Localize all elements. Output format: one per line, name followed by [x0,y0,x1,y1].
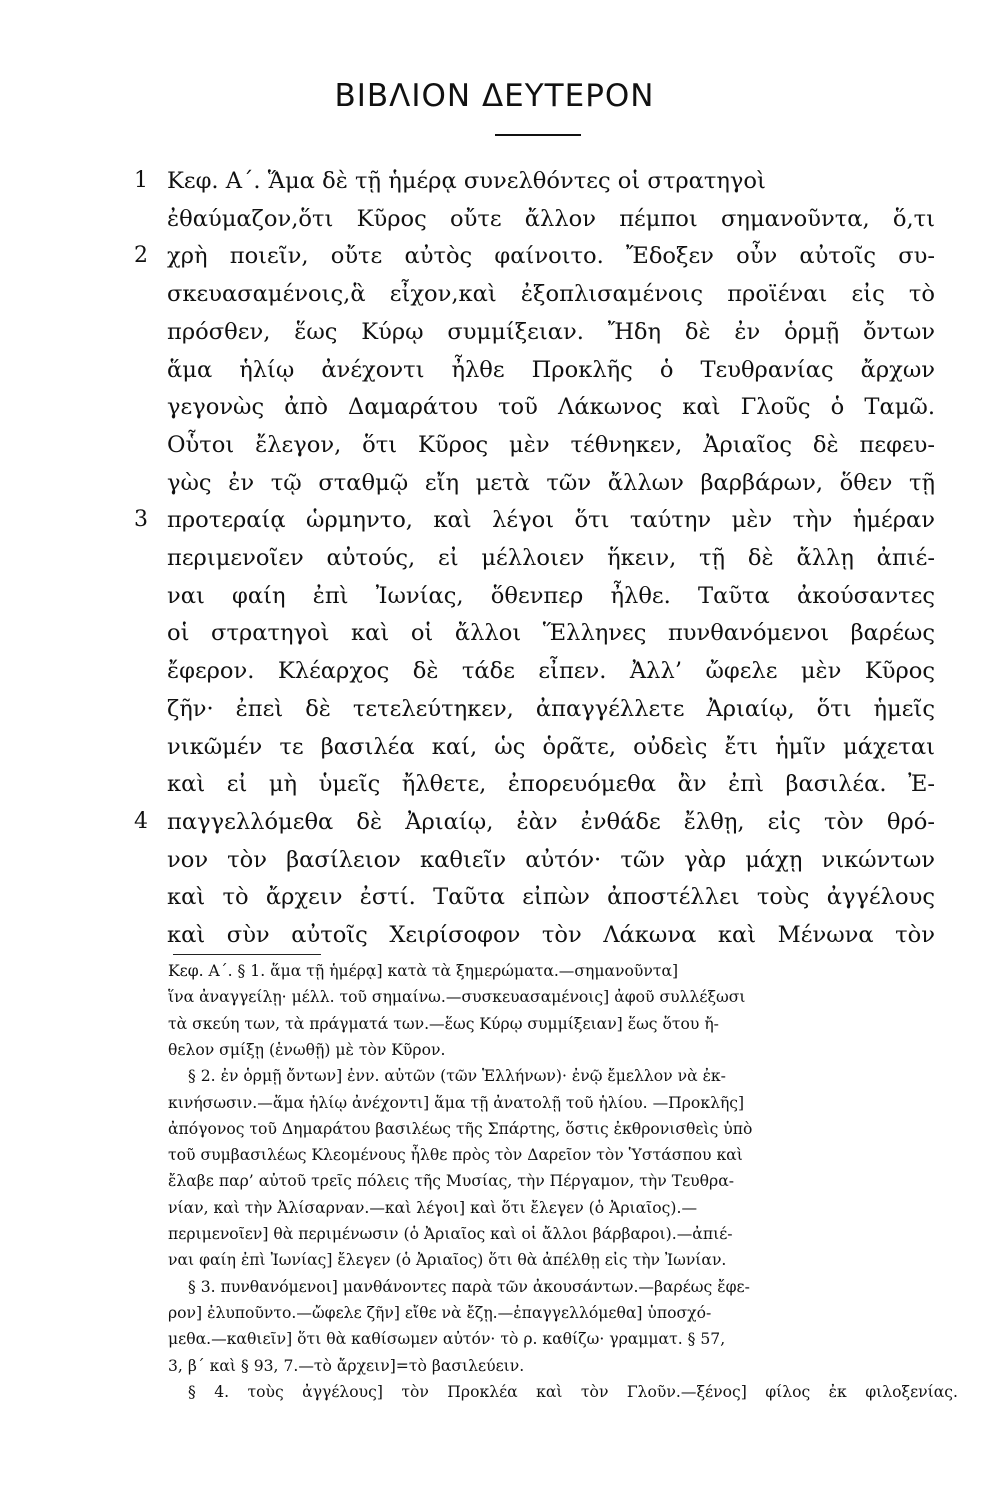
footnote-line: μεθα.—καθιεῖν] ὅτι θὰ καθίσωμεν αὐτόν· τὸ ρ. καθίζω· γραμματ. § 57, [168,1330,726,1349]
footnote-line: ναι φαίη ἐπὶ Ἰωνίας] ἔλεγεν (ὁ Ἀριαῖος) ὅτι θὰ ἀπέλθῃ εἰς τὴν Ἰωνίαν. [168,1251,727,1270]
footnote-line: ἀπόγονος τοῦ Δημαράτου βασιλέως τῆς Σπάρτης, ὅστις ἐκθρονισθεὶς ὑπὸ [168,1119,753,1138]
text-line: ἅμα ἡλίῳ ἀνέχοντι ἦλθε Προκλῆς ὁ Τευθρανίας ἄρχων [167,356,935,383]
text-line: ζῆν· ἐπεὶ δὲ τετελεύτηκεν, ἀπαγγέλλετε Ἀριαίῳ, ὅτι ἡμεῖς [167,695,935,722]
text-line: νον τὸν βασίλειον καθιεῖν αὐτόν· τῶν γὰρ μάχῃ νικώντων [167,846,935,873]
text-line: προτεραίᾳ ὡρμηντο, καὶ λέγοι ὅτι ταύτην μὲν τὴν ἡμέραν [167,507,935,534]
section-number: 1 [134,168,148,193]
text-line: καὶ τὸ ἄρχειν ἐστί. Ταῦτα εἰπὼν ἀποστέλλει τοὺς ἀγγέλους [167,884,935,911]
text-line: ναι φαίη ἐπὶ Ἰωνίας, ὅθενπερ ἦλθε. Ταῦτα ἀκούσαντες [167,582,935,609]
text-line: περιμενοῖεν αὐτούς, εἰ μέλλοιεν ἥκειν, τῇ δὲ ἄλλῃ ἀπιέ- [167,545,935,571]
footnote-line: Κεφ. Α΄. § 1. ἅμα τῇ ἡμέρᾳ] κατὰ τὰ ξημερώματα.—σημανοῦντα] [168,962,679,980]
footnote-line: § 3. πυνθανόμενοι] μανθάνοντες παρὰ τῶν ἀκουσάντων.—βαρέως ἔφε- [188,1277,750,1296]
footnote-line: περιμενοῖεν] θὰ περιμένωσιν (ὁ Ἀριαῖος καὶ οἱ ἄλλοι βάρβαροι).—ἀπιέ- [168,1225,733,1243]
text-line: νικῶμέν τε βασιλέα καί, ὡς ὁρᾶτε, οὐδεὶς ἔτι ἡμῖν μάχεται [167,733,935,760]
footnote-line: ἔλαβε παρ’ αὐτοῦ τρεῖς πόλεις τῆς Μυσίας, τὴν Πέργαμον, τὴν Τευθρα- [168,1172,735,1191]
footnote-line: τοῦ συμβασιλέως Κλεομένους ἦλθε πρὸς τὸν Δαρεῖον τὸν Ὑστάσπου καὶ [168,1146,743,1165]
text-line: ἔφερον. Κλέαρχος δὲ τάδε εἶπεν. Ἀλλ’ ὤφελε μὲν Κῦρος [167,658,935,685]
text-line: χρὴ ποιεῖν, οὔτε αὐτὸς φαίνοιτο. Ἔδοξεν οὖν αὐτοῖς συ- [167,243,935,270]
section-number: 2 [134,243,148,269]
footnote-line: νίαν, καὶ τὴν Ἀλίσαρναν.—καὶ λέγοι] καὶ ὅτι ἔλεγεν (ὁ Ἀριαῖος).— [168,1198,698,1217]
text-line: παγγελλόμεθα δὲ Ἀριαίῳ, ἐὰν ἐνθάδε ἔλθῃ, εἰς τὸν θρό- [167,808,935,835]
text-line: σκευασαμένοις,ἃ εἶχον,καὶ ἐξοπλισαμένοις προϊέναι εἰς τὸ [167,281,935,308]
text-line: οἱ στρατηγοὶ καὶ οἱ ἄλλοι Ἕλληνες πυνθανόμενοι βαρέως [167,620,935,647]
text-line: Κεφ. Α΄. Ἅμα δὲ τῇ ἡμέρᾳ συνελθόντες οἱ στρατηγοὶ [167,168,766,194]
footnote-line: ἵνα ἀναγγείλῃ· μέλλ. τοῦ σημαίνω.—συσκευασαμένοις] ἀφοῦ συλλέξωσι [168,988,746,1007]
title-rule [495,134,581,136]
text-line: γὼς ἐν τῷ σταθμῷ εἴη μετὰ τῶν ἄλλων βαρβάρων, ὅθεν τῇ [167,469,935,496]
footnote-line: 3, β΄ καὶ § 93, 7.—τὸ ἄρχειν]=τὸ βασιλεύειν. [168,1356,525,1375]
text-line: πρόσθεν, ἕως Κύρῳ συμμίξειαν. Ἤδη δὲ ἐν ὁρμῇ ὄντων [167,318,935,345]
text-line: γεγονὼς ἀπὸ Δαμαράτου τοῦ Λάκωνος καὶ Γλοῦς ὁ Ταμῶ. [167,394,935,421]
text-line: καὶ εἰ μὴ ὑμεῖς ἤλθετε, ἐπορευόμεθα ἂν ἐπὶ βασιλέα. Ἐ- [167,771,935,798]
page-title: ΒΙΒΛΙΟΝ ΔΕΥΤΕΡΟΝ [334,78,655,114]
footnote-line: ρον] ἐλυποῦντο.—ὤφελε ζῆν] εἴθε νὰ ἔζῃ.—ἐπαγγελλόμεθα] ὑποσχό- [168,1303,712,1322]
footnote-line: § 2. ἐν ὁρμῇ ὄντων] ἐνν. αὐτῶν (τῶν Ἑλλήνων)· ἐνῷ ἔμελλον νὰ ἐκ- [188,1067,726,1086]
text-line: Οὗτοι ἔλεγον, ὅτι Κῦρος μὲν τέθνηκεν, Ἀριαῖος δὲ πεφευ- [167,431,935,458]
footnote-line: θελον σμίξῃ (ἑνωθῇ) μὲ τὸν Κῦρον. [168,1040,446,1059]
text-line: ἐθαύμαζον,ὅτι Κῦρος οὔτε ἄλλον πέμποι σημανοῦντα, ὅ,τι [167,205,935,232]
footnote-line: κινήσωσιν.—ἅμα ἡλίῳ ἀνέχοντι] ἅμα τῇ ἀνατολῇ τοῦ ἡλίου. —Προκλῆς] [168,1093,745,1112]
text-line: καὶ σὺν αὐτοῖς Χειρίσοφον τὸν Λάκωνα καὶ Μένωνα τὸν [167,922,935,948]
footnote-line: τὰ σκεύη των, τὰ πράγματά των.—ἕως Κύρῳ συμμίξειαν] ἕως ὅτου ἤ- [168,1014,719,1033]
footnote-line: § 4. τοὺς ἀγγέλους] τὸν Προκλέα καὶ τὸν Γλοῦν.—ξένος] φίλος ἐκ φιλοξενίας. [188,1382,958,1401]
section-number: 3 [134,507,148,533]
footnote-separator [173,954,321,955]
section-number: 4 [134,808,148,834]
